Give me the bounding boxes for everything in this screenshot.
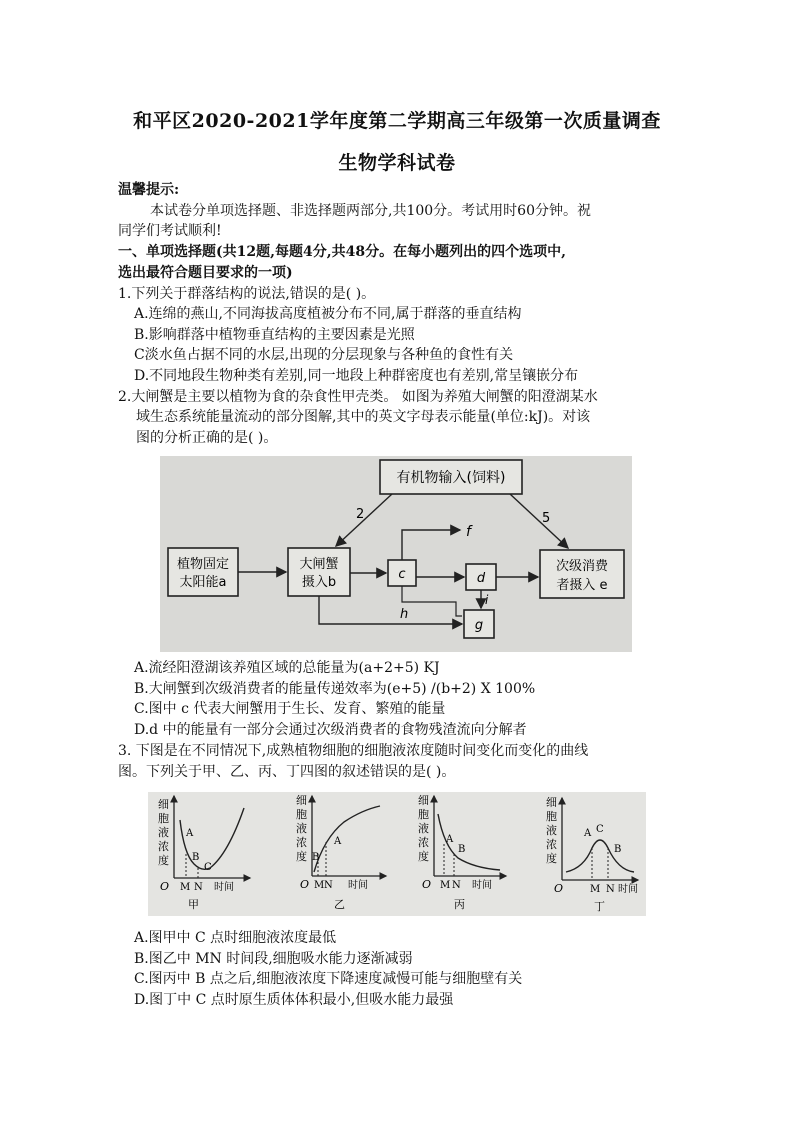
tick-m: M — [314, 880, 325, 891]
energy-flow-diagram — [160, 456, 632, 652]
ylabel-char: 胞 — [546, 810, 557, 823]
crab-label-2: 摄入b — [301, 575, 337, 590]
ylabel-char: 度 — [418, 850, 429, 863]
point-b: B — [312, 852, 320, 863]
point-b: B — [192, 852, 200, 863]
tick-n: N — [194, 882, 203, 893]
tick-n: N — [452, 880, 461, 891]
h-label: h — [400, 607, 409, 622]
ylabel-char: 度 — [296, 850, 307, 863]
point-c: C — [596, 824, 604, 835]
ylabel-char: 胞 — [158, 812, 169, 825]
g-label: g — [474, 618, 484, 633]
c-label: c — [398, 567, 406, 582]
graph-name: 丁 — [594, 900, 605, 913]
graph-bing — [418, 794, 506, 911]
arrow-label-2: 2 — [356, 507, 365, 522]
graph-yi — [296, 794, 386, 911]
feed-input-label: 有机物输入(饲料) — [396, 470, 506, 486]
origin-label: O — [160, 880, 170, 893]
ylabel-char: 胞 — [418, 808, 429, 821]
q2-option-b: B.大闸蟹到次级消费者的能量传递效率为(e+5) /(b+2) X 100% — [134, 681, 536, 697]
plant-label-1: 植物固定 — [176, 557, 230, 572]
i-label: i — [485, 593, 489, 607]
ylabel-char: 细 — [418, 794, 429, 807]
q1-option-a: A.连绵的燕山,不同海拔高度植被分布不同,属于群落的垂直结构 — [134, 306, 522, 322]
plant-label-2: 太阳能a — [179, 575, 227, 590]
point-b: B — [614, 844, 622, 855]
ylabel-char: 液 — [158, 826, 169, 839]
tick-n: N — [324, 880, 333, 891]
graph-name: 丙 — [454, 898, 465, 911]
tick-m: M — [180, 882, 191, 893]
q2-option-a: A.流经阳澄湖该养殖区域的总能量为(a+2+5) KJ — [134, 660, 440, 676]
q3-option-d: D.图丁中 C 点时原生质体体积最小,但吸水能力最强 — [134, 992, 454, 1008]
ylabel-char: 胞 — [296, 808, 307, 821]
ylabel-char: 细 — [158, 798, 169, 811]
q2-option-c: C.图中 c 代表大闸蟹用于生长、发育、繁殖的能量 — [134, 701, 446, 717]
ylabel-char: 液 — [546, 824, 557, 837]
secondary-label-2: 者摄入 e — [556, 578, 608, 593]
q3-stem-2: 图。下列关于甲、乙、丙、丁四图的叙述错误的是( )。 — [118, 764, 456, 780]
q3-option-c: C.图丙中 B 点之后,细胞液浓度下降速度减慢可能与细胞壁有关 — [134, 971, 523, 987]
q2-stem-1: 2.大闸蟹是主要以植物为食的杂食性甲壳类。 如图为养殖大闸蟹的阳澄湖某水 — [118, 389, 598, 405]
xlabel: 时间 — [472, 880, 492, 891]
page-subtitle: 生物学科试卷 — [338, 152, 456, 174]
q3-stem-1: 3. 下图是在不同情况下,成熟植物细胞的细胞液浓度随时间变化而变化的曲线 — [118, 743, 589, 759]
q1-option-d: D.不同地段生物种类有差别,同一地段上种群密度也有差别,常呈镶嵌分布 — [134, 368, 579, 384]
graph-name: 甲 — [188, 898, 199, 911]
q3-option-a: A.图甲中 C 点时细胞液浓度最低 — [134, 930, 337, 946]
graph-ding — [546, 796, 638, 913]
ylabel-char: 浓 — [296, 836, 307, 849]
crab-label-1: 大闸蟹 — [299, 557, 339, 572]
notice-label: 温馨提示: — [118, 182, 180, 198]
d-label: d — [476, 571, 486, 586]
notice-line-2: 同学们考试顺利! — [118, 223, 222, 239]
page-title: 和平区2020-2021学年度第二学期高三年级第一次质量调查 — [133, 110, 661, 132]
q2-stem-2: 域生态系统能量流动的部分图解,其中的英文字母表示能量(单位:kJ)。对该 — [136, 409, 591, 425]
concentration-graphs — [148, 792, 646, 916]
q1-option-c: C淡水鱼占据不同的水层,出现的分层现象与各种鱼的食性有关 — [134, 347, 514, 363]
ylabel-char: 度 — [546, 852, 557, 865]
ylabel-char: 液 — [296, 822, 307, 835]
ylabel-char: 浓 — [418, 836, 429, 849]
origin-label: O — [300, 878, 310, 891]
graph-name: 乙 — [334, 898, 345, 911]
point-a: A — [334, 836, 342, 847]
point-a: A — [186, 828, 194, 839]
tick-n: N — [606, 884, 615, 895]
point-a: A — [446, 834, 454, 845]
ylabel-char: 液 — [418, 822, 429, 835]
q2-stem-3: 图的分析正确的是( )。 — [136, 430, 278, 446]
ylabel-char: 浓 — [546, 838, 557, 851]
section-heading-2: 选出最符合题目要求的一项) — [118, 265, 293, 281]
xlabel: 时间 — [348, 880, 368, 891]
tick-m: M — [590, 884, 601, 895]
q2-option-d: D.d 中的能量有一部分会通过次级消费者的食物残渣流向分解者 — [134, 722, 527, 738]
ylabel-char: 细 — [296, 794, 307, 807]
tick-m: M — [440, 880, 451, 891]
q3-option-b: B.图乙中 MN 时间段,细胞吸水能力逐渐减弱 — [134, 951, 413, 967]
point-b: B — [458, 844, 466, 855]
origin-label: O — [554, 882, 564, 895]
arrow-label-5: 5 — [542, 511, 551, 526]
section-heading-1: 一、单项选择题(共12题,每题4分,共48分。在每小题列出的四个选项中, — [118, 244, 566, 260]
origin-label: O — [422, 878, 432, 891]
xlabel: 时间 — [618, 884, 638, 895]
ylabel-char: 度 — [158, 854, 169, 867]
ylabel-char: 细 — [546, 796, 557, 809]
graph-jia — [158, 796, 250, 911]
q1-option-b: B.影响群落中植物垂直结构的主要因素是光照 — [134, 327, 415, 343]
q1-stem: 1.下列关于群落结构的说法,错误的是( )。 — [118, 286, 376, 302]
point-c: C — [204, 862, 212, 873]
notice-line-1: 本试卷分单项选择题、非选择题两部分,共100分。考试用时60分钟。祝 — [150, 203, 591, 219]
f-label: f — [466, 524, 471, 540]
point-a: A — [584, 828, 592, 839]
secondary-label-1: 次级消费 — [555, 559, 609, 574]
xlabel: 时间 — [214, 882, 234, 893]
ylabel-char: 浓 — [158, 840, 169, 853]
